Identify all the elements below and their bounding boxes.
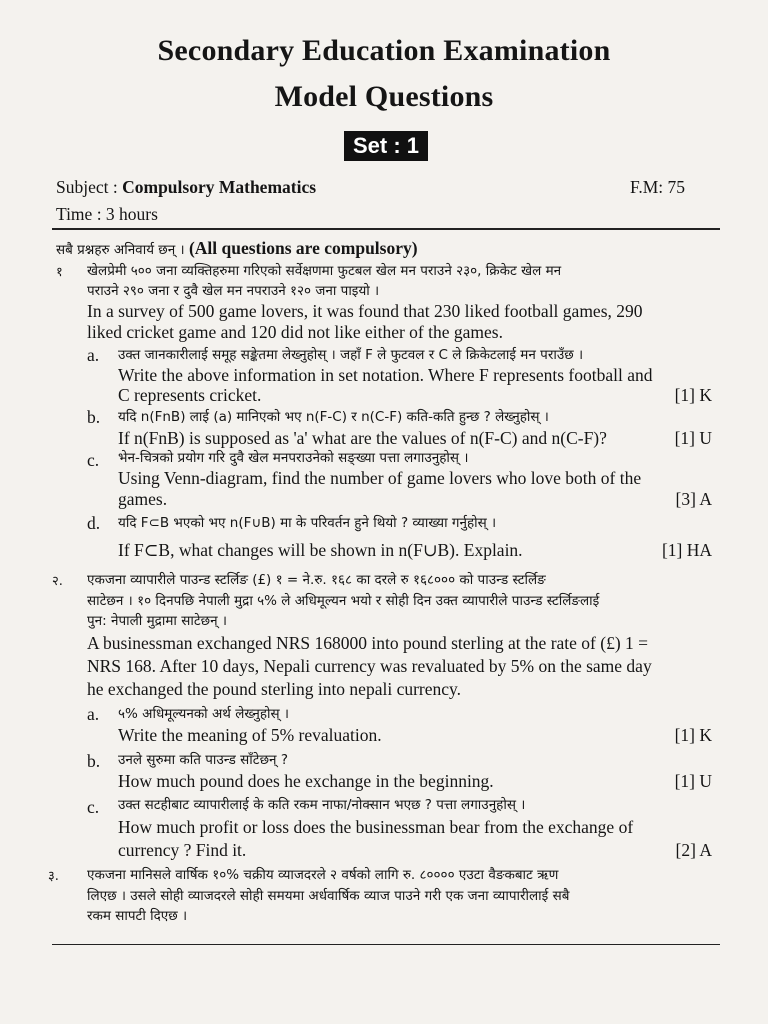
q2-nepali-line: एकजना व्यापारीले पाउन्ड स्टर्लिङ (£) १ = ने.रु. १६८ का दरले रु १६८००० को पाउन्ड स्टर्लिङ <box>87 572 546 588</box>
set-badge: Set : 1 <box>344 131 428 161</box>
instruction <box>56 238 418 260</box>
q2b-label: b. <box>87 751 101 771</box>
instruction-nepali: सबै प्रश्नहरु अनिवार्य छन् । <box>56 242 185 258</box>
q1c-english: games. <box>118 489 168 509</box>
q2b-english: How much pound does he exchange in the beginning. <box>118 771 494 791</box>
q1b-mark: [1] U <box>674 428 712 448</box>
q1c-label: c. <box>87 450 100 470</box>
q2a-english: Write the meaning of 5% revaluation. <box>118 725 382 745</box>
q2-english-line: NRS 168. After 10 days, Nepali currency was revaluated by 5% on the same day <box>87 656 652 676</box>
q1a-mark: [1] K <box>674 385 712 405</box>
q2c-mark: [2] A <box>675 840 712 860</box>
q1-english-line: liked cricket game and 120 did not like either of the games. <box>87 322 503 342</box>
q2b-mark: [1] U <box>674 771 712 791</box>
q2-nepali-line: पुन: नेपाली मुद्रामा साटेछन् । <box>87 613 227 629</box>
q1d-mark: [1] HA <box>661 540 712 560</box>
exam-subtitle: Model Questions <box>274 80 494 113</box>
q1c-mark: [3] A <box>675 489 712 509</box>
q1b-label: b. <box>87 407 101 427</box>
full-marks: F.M: 75 <box>630 177 686 197</box>
subject-label: Subject : <box>56 177 123 197</box>
q2-english-line: he exchanged the pound sterling into nepali currency. <box>87 679 462 699</box>
q1c-nepali: भेन-चित्रको प्रयोग गरि दुवै खेल मनपराउनेको सङ्ख्या पत्ता लगाउनुहोस् । <box>118 450 469 466</box>
q2c-label: c. <box>87 797 100 817</box>
q1a-nepali: उक्त जानकारीलाई समूह सङ्केतमा लेख्नुहोस् । जहाँ F ले फुटवल र C ले क्रिकेटलाई मन पराउँछ । <box>118 347 584 363</box>
footer-divider <box>52 944 720 945</box>
header-divider <box>52 228 720 230</box>
q2-english-line: A businessman exchanged NRS 168000 into pound sterling at the rate of (£) 1 = <box>87 633 649 653</box>
q2-nepali-line: साटेछन । १० दिनपछि नेपाली मुद्रा ५% ले अधिमूल्यन भयो र सोही दिन उक्त व्यापारीले पाउन्ड स्टर्लिङलाई <box>87 593 600 609</box>
q1b-nepali: यदि n(FnB) लाई (a) मानिएको भए n(F-C) र n(C-F) कति-कति हुन्छ ? लेख्नुहोस् । <box>118 409 549 425</box>
q1d-label: d. <box>87 513 101 533</box>
q1a-label: a. <box>87 345 100 365</box>
q2c-nepali: उक्त सटहीबाट व्यापारीलाई के कति रकम नाफा/नोक्सान भएछ ? पत्ता लगाउनुहोस् । <box>118 797 526 813</box>
q3-nepali-line: लिएछ । उसले सोही व्याजदरले सोही समयमा अर्धवार्षिक व्याज पाउने गरी एक जना व्यापारीलाई सबै <box>87 888 570 904</box>
exam-title: Secondary Education Examination <box>157 34 611 67</box>
q1c-english: Using Venn-diagram, find the number of game lovers who love both of the <box>118 468 642 488</box>
q1a-english: C represents cricket. <box>118 385 262 405</box>
q3-number: ३. <box>48 869 59 884</box>
q3-nepali-line: रकम सापटी दिएछ । <box>87 908 188 924</box>
q1d-nepali: यदि F⊂B भएको भए n(F∪B) मा के परिवर्तन हुने थियो ? व्याख्या गर्नुहोस् । <box>118 515 497 531</box>
subject-value: Compulsory Mathematics <box>122 177 317 197</box>
q1-nepali-line: खेलप्रेमी ५०० जना व्यक्तिहरुमा गरिएको सर्वेक्षणमा फुटबल खेल मन पराउने २३०, क्रिकेट खेल मन <box>87 263 562 279</box>
q1-nepali-line: पराउने २९० जना र दुवै खेल मन नपराउने १२० जना पाइयो । <box>87 283 380 299</box>
q2-number: २. <box>52 574 63 589</box>
q1-number: १ <box>56 265 63 280</box>
subject-line <box>56 177 316 197</box>
q2a-label: a. <box>87 704 100 724</box>
q2c-english: How much profit or loss does the businessman bear from the exchange of <box>118 817 634 837</box>
exam-time: Time : 3 hours <box>56 204 158 224</box>
q2a-mark: [1] K <box>674 725 712 745</box>
q2c-english: currency ? Find it. <box>118 840 247 860</box>
instruction-english: (All questions are compulsory) <box>188 238 418 258</box>
q1b-english: If n(FnB) is supposed as 'a' what are the values of n(F-C) and n(C-F)? <box>118 428 607 448</box>
q3-nepali-line: एकजना मानिसले वार्षिक १०% चक्रीय व्याजदरले २ वर्षको लागि रु. ८०००० एउटा वैङकबाट ऋण <box>87 867 559 883</box>
q1d-english: If F⊂B, what changes will be shown in n(F∪B). Explain. <box>118 540 523 560</box>
q1-english-line: In a survey of 500 game lovers, it was found that 230 liked football games, 290 <box>87 301 643 321</box>
q2a-nepali: ५% अधिमूल्यनको अर्थ लेख्नुहोस् । <box>118 706 290 722</box>
q2b-nepali: उनले सुरुमा कति पाउन्ड साँटेछन् ? <box>118 752 288 768</box>
q1a-english: Write the above information in set notation. Where F represents football and <box>118 365 653 385</box>
